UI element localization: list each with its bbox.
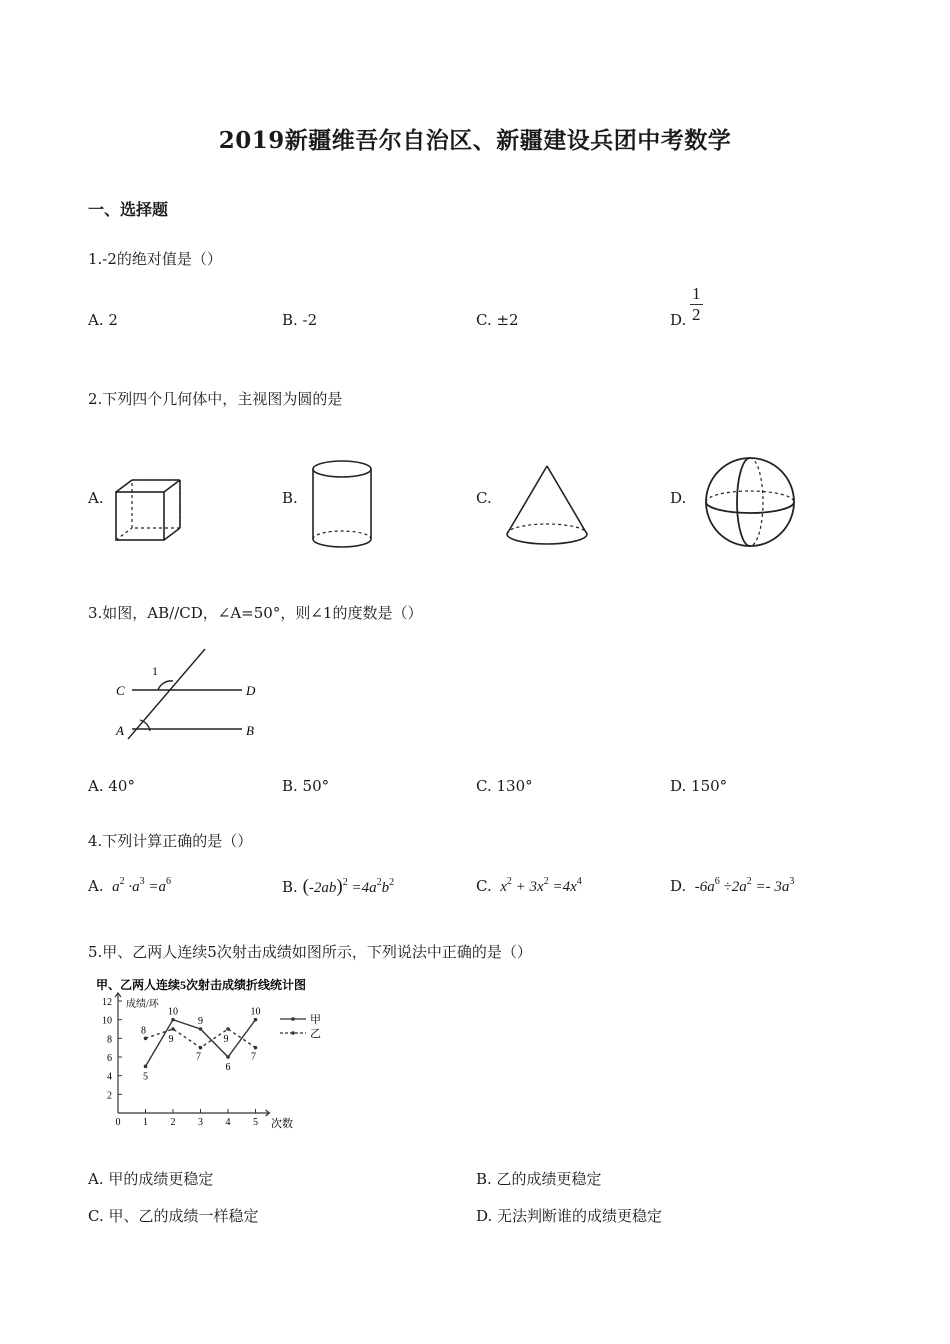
q3-option-c: C. 130° [476, 777, 533, 795]
data-label: 9 [198, 1016, 203, 1027]
data-point [226, 1027, 230, 1031]
label-a: A [116, 723, 124, 738]
data-point [254, 1046, 258, 1050]
cone-figure [500, 462, 595, 550]
y-tick-label: 12 [102, 997, 112, 1008]
data-point [226, 1055, 230, 1059]
q4-option-c-label: C. [476, 877, 492, 895]
legend-label: 乙 [310, 1028, 321, 1040]
legend-marker [291, 1031, 295, 1035]
data-label: 10 [168, 1006, 178, 1018]
q4-option-c-formula: $x^2 + 3x^2 =4x^4$ [496, 876, 582, 895]
x-tick-label: 0 [115, 1117, 121, 1128]
data-point [254, 1018, 258, 1022]
data-point [144, 1065, 148, 1069]
q4-option-a [88, 876, 171, 896]
y-tick-label: 10 [102, 1015, 112, 1027]
q4-option-b-formula: $(-2ab)^2 =4a^2b^2$ [302, 876, 395, 897]
chart-series [141, 1007, 261, 1083]
q4-option-d [670, 876, 794, 896]
data-point [199, 1027, 203, 1031]
q3-option-a: A. 40° [88, 777, 135, 795]
q5-option-a: A. 甲的成绩更稳定 [88, 1170, 214, 1188]
q5-option-c: C. 甲、乙的成绩一样稳定 [88, 1207, 259, 1225]
fraction-denominator: 2 [692, 305, 701, 324]
chart-ticks [102, 997, 258, 1128]
q4-option-d-formula: $-6a^6 \div 2a^2 =- 3a^3$ [691, 876, 795, 895]
question-2-stem: 2.下列四个几何体中，主视图为圆的是 [88, 390, 343, 408]
q1-option-b: B. -2 [282, 311, 318, 329]
q1-option-c: C. ±2 [476, 311, 519, 329]
q1-option-d-label: D. [670, 311, 687, 329]
question-3-stem: 3.如图，AB//CD，∠A=50°，则∠1的度数是（） [88, 604, 423, 622]
data-label: 9 [168, 1034, 174, 1045]
x-tick-label: 5 [253, 1117, 258, 1128]
q5-option-d: D. 无法判断谁的成绩更稳定 [476, 1207, 663, 1225]
y-tick-label: 2 [107, 1090, 112, 1102]
angle-1-label: 1 [152, 664, 158, 678]
q4-option-d-label: D. [670, 877, 687, 895]
x-tick-label: 3 [198, 1117, 203, 1128]
line-chart [88, 975, 348, 1135]
q4-option-c [476, 876, 582, 896]
data-label: 9 [223, 1034, 229, 1045]
data-point [199, 1046, 203, 1050]
label-d: D [246, 683, 256, 698]
x-tick-label: 4 [225, 1117, 231, 1128]
question-4-stem: 4.下列计算正确的是（） [88, 832, 253, 850]
chart-legend [280, 1013, 321, 1040]
data-label: 10 [250, 1006, 261, 1018]
q4-option-a-formula: $a^2 \cdot a^3 =a^6$ [108, 876, 172, 895]
x-tick-label: 1 [143, 1117, 148, 1128]
parallel-lines-figure [110, 643, 270, 748]
y-tick-label: 8 [107, 1034, 112, 1046]
question-1-stem: 1.-2的绝对值是（） [88, 250, 222, 268]
q3-option-b: B. 50° [282, 777, 330, 795]
chart-x-label: 次数 [271, 1118, 293, 1130]
chart-title: 甲、乙两人连续5次射击成绩折线统计图 [96, 978, 307, 992]
data-label: 6 [225, 1062, 231, 1073]
section-heading: 一、选择题 [88, 200, 169, 219]
chart-axes [115, 993, 270, 1116]
q2-option-b: B. [282, 489, 298, 507]
q4-option-b [282, 876, 394, 898]
data-point [171, 1018, 175, 1022]
q4-option-a-label: A. [88, 877, 104, 895]
q2-option-c: C. [476, 489, 492, 507]
page-title: 2019新疆维吾尔自治区、新疆建设兵团中考数学 [218, 127, 732, 154]
q5-option-b: B. 乙的成绩更稳定 [476, 1170, 602, 1188]
y-tick-label: 4 [107, 1071, 112, 1083]
data-label: 7 [196, 1051, 201, 1063]
legend-label: 甲 [310, 1014, 321, 1026]
data-label: 5 [143, 1071, 148, 1083]
cube-figure [110, 476, 185, 546]
legend-marker [291, 1017, 295, 1021]
data-point [144, 1037, 148, 1041]
label-c: C [116, 683, 125, 698]
q1-option-a: A. 2 [88, 311, 118, 329]
data-label: 8 [141, 1025, 146, 1037]
q1-option-d-fraction [690, 284, 703, 325]
label-b: B [246, 723, 254, 738]
data-label: 7 [251, 1051, 256, 1063]
question-5-stem: 5.甲、乙两人连续5次射击成绩如图所示，下列说法中正确的是（） [88, 943, 532, 961]
q3-option-d: D. 150° [670, 777, 728, 795]
fraction-numerator: 1 [692, 284, 701, 303]
data-point [171, 1027, 175, 1031]
sphere-figure [700, 455, 800, 551]
y-tick-label: 6 [107, 1053, 112, 1064]
q2-option-a: A. [88, 489, 104, 507]
q4-option-b-label: B. [282, 878, 298, 896]
q2-option-d: D. [670, 489, 687, 507]
x-tick-label: 2 [170, 1117, 176, 1128]
chart-y-label: 成绩/环 [126, 999, 159, 1010]
cylinder-figure [306, 457, 378, 553]
